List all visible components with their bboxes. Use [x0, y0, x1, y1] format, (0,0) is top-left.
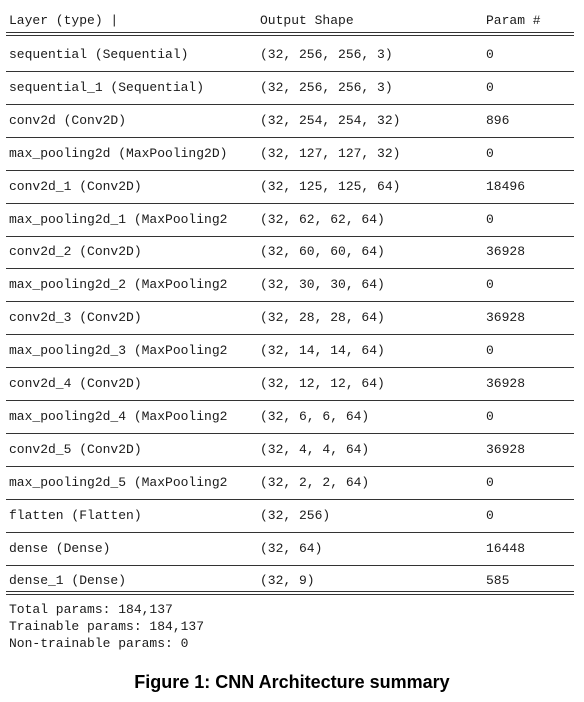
output-shape-cell: (32, 62, 62, 64): [260, 212, 385, 227]
layer-name-cell: max_pooling2d_2 (MaxPooling2: [9, 277, 228, 292]
total-params-line: Total params: 184,137: [9, 602, 173, 617]
output-shape-cell: (32, 256): [260, 508, 331, 523]
row-separator: [6, 301, 574, 302]
table-row: [6, 443, 574, 461]
figure-caption: Figure 1: CNN Architecture summary: [134, 672, 450, 692]
output-shape-cell: (32, 254, 254, 32): [260, 113, 401, 128]
param-count-cell: 0: [486, 146, 494, 161]
row-separator: [6, 433, 574, 434]
model-summary-table: [6, 0, 574, 658]
row-separator: [6, 203, 574, 204]
table-row: [6, 344, 574, 362]
layer-name-cell: max_pooling2d_5 (MaxPooling2: [9, 475, 228, 490]
layer-name-cell: dense (Dense): [9, 541, 111, 556]
trainable-params-line: Trainable params: 184,137: [9, 619, 205, 634]
layer-name-cell: max_pooling2d_3 (MaxPooling2: [9, 343, 228, 358]
param-count-cell: 16448: [486, 541, 526, 556]
row-separator: [6, 367, 574, 368]
param-count-cell: 0: [486, 409, 494, 424]
table-row: [6, 377, 574, 395]
footer-double-rule: [6, 591, 574, 595]
row-separator: [6, 499, 574, 500]
output-shape-cell: (32, 2, 2, 64): [260, 475, 370, 490]
table-row: [6, 278, 574, 296]
layer-name-cell: conv2d_3 (Conv2D): [9, 310, 142, 325]
table-row: [6, 574, 574, 592]
row-separator: [6, 400, 574, 401]
param-count-cell: 36928: [486, 310, 526, 325]
output-shape-cell: (32, 256, 256, 3): [260, 80, 393, 95]
table-row: [6, 476, 574, 494]
table-row: [6, 213, 574, 231]
table-row: [6, 509, 574, 527]
table-row: [6, 48, 574, 66]
output-shape-cell: (32, 6, 6, 64): [260, 409, 370, 424]
table-row: [6, 410, 574, 428]
row-separator: [6, 466, 574, 467]
param-count-cell: 18496: [486, 179, 526, 194]
layer-name-cell: conv2d_2 (Conv2D): [9, 244, 142, 259]
param-count-cell: 36928: [486, 244, 526, 259]
row-separator: [6, 236, 574, 237]
param-count-cell: 896: [486, 113, 510, 128]
layer-name-cell: sequential (Sequential): [9, 47, 189, 62]
row-separator: [6, 268, 574, 269]
param-count-cell: 0: [486, 277, 494, 292]
output-shape-cell: (32, 30, 30, 64): [260, 277, 385, 292]
header-row: [6, 14, 574, 32]
param-count-cell: 0: [486, 475, 494, 490]
output-shape-cell: (32, 14, 14, 64): [260, 343, 385, 358]
param-count-cell: 585: [486, 573, 510, 588]
row-separator: [6, 104, 574, 105]
row-separator: [6, 532, 574, 533]
layer-name-cell: conv2d (Conv2D): [9, 113, 127, 128]
table-row: [6, 114, 574, 132]
param-count-header: Param #: [486, 13, 541, 28]
param-count-cell: 0: [486, 343, 494, 358]
output-shape-cell: (32, 64): [260, 541, 323, 556]
param-count-cell: 36928: [486, 442, 526, 457]
table-row: [6, 180, 574, 198]
param-count-cell: 0: [486, 212, 494, 227]
layer-name-cell: sequential_1 (Sequential): [9, 80, 205, 95]
layer-name-cell: conv2d_5 (Conv2D): [9, 442, 142, 457]
table-row: [6, 81, 574, 99]
row-separator: [6, 137, 574, 138]
output-shape-cell: (32, 4, 4, 64): [260, 442, 370, 457]
layer-name-cell: conv2d_1 (Conv2D): [9, 179, 142, 194]
output-shape-cell: (32, 60, 60, 64): [260, 244, 385, 259]
table-row: [6, 147, 574, 165]
output-shape-cell: (32, 9): [260, 573, 315, 588]
layer-name-cell: max_pooling2d (MaxPooling2D): [9, 146, 228, 161]
non-trainable-params-line: Non-trainable params: 0: [9, 636, 189, 651]
layer-name-cell: max_pooling2d_4 (MaxPooling2: [9, 409, 228, 424]
row-separator: [6, 170, 574, 171]
output-shape-cell: (32, 125, 125, 64): [260, 179, 401, 194]
layer-name-cell: flatten (Flatten): [9, 508, 142, 523]
row-separator: [6, 565, 574, 566]
layer-name-cell: conv2d_4 (Conv2D): [9, 376, 142, 391]
layer-name-cell: max_pooling2d_1 (MaxPooling2: [9, 212, 228, 227]
param-count-cell: 0: [486, 80, 494, 95]
output-shape-cell: (32, 12, 12, 64): [260, 376, 385, 391]
table-row: [6, 245, 574, 263]
param-count-cell: 0: [486, 47, 494, 62]
output-shape-cell: (32, 256, 256, 3): [260, 47, 393, 62]
output-shape-cell: (32, 28, 28, 64): [260, 310, 385, 325]
row-separator: [6, 71, 574, 72]
output-shape-header: Output Shape: [260, 13, 354, 28]
param-count-cell: 0: [486, 508, 494, 523]
table-row: [6, 311, 574, 329]
header-double-rule: [6, 32, 574, 36]
table-row: [6, 542, 574, 560]
row-separator: [6, 334, 574, 335]
output-shape-cell: (32, 127, 127, 32): [260, 146, 401, 161]
layer-name-cell: dense_1 (Dense): [9, 573, 127, 588]
layer-type-header: Layer (type) |: [9, 13, 119, 28]
param-count-cell: 36928: [486, 376, 526, 391]
